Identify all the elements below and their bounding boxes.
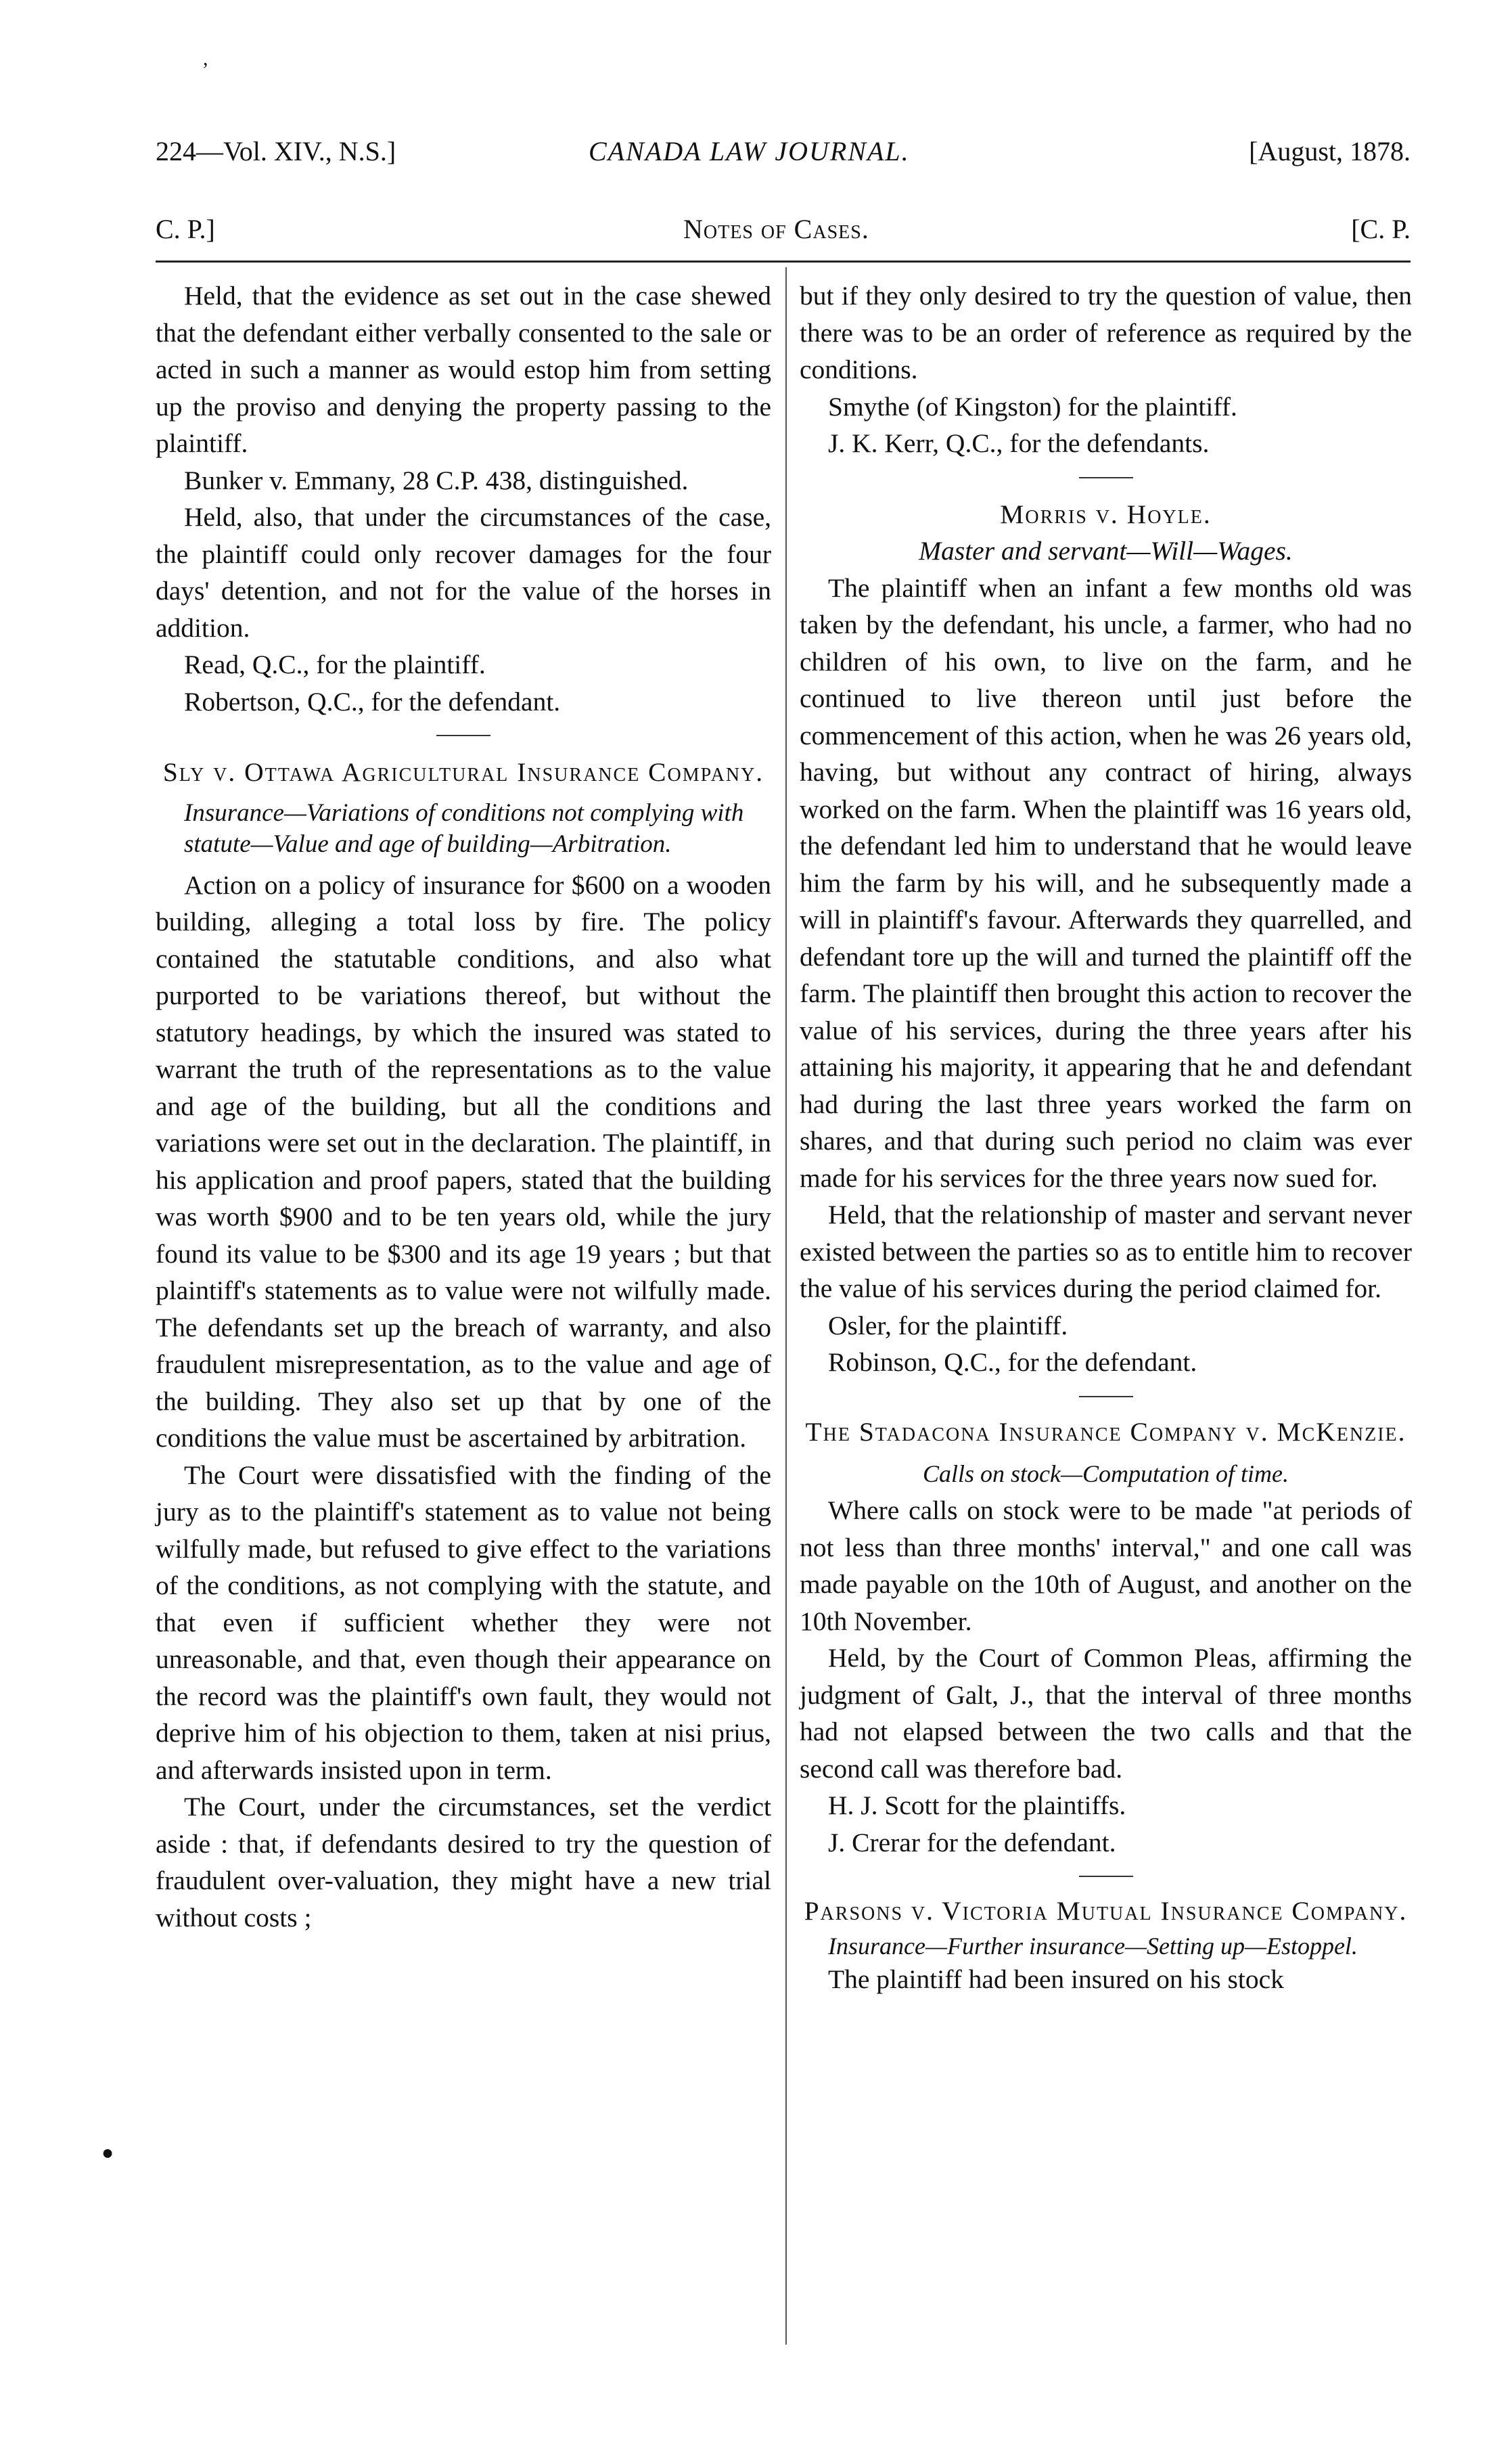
counsel-line: Robertson, Q.C., for the defendant.: [184, 686, 561, 717]
case-title: Parsons v. Victoria Mutual Insurance Company.: [804, 1896, 1408, 1926]
paragraph: Held, that the relationship of master and servant never existed between the parties so as to entitle him to recover the value of his services during the period claimed for.: [800, 1200, 1412, 1303]
right-column: [800, 277, 1412, 1998]
case-title: The Stadacona Insurance Company v. McKenzie.: [805, 1416, 1406, 1447]
running-head: [156, 135, 1411, 176]
counsel-line: Osler, for the plaintiff.: [828, 1310, 1068, 1340]
case-subject: Master and servant—Will—Wages.: [919, 536, 1293, 566]
court-label-right: [C. P.: [1351, 214, 1411, 244]
counsel-line: H. J. Scott for the plaintiffs.: [828, 1790, 1126, 1820]
paragraph: The Court were dissatisfied with the finding of the jury as to the plaintiff's statement as to value not being wilfully made, but refused to give effect to the variations of the conditions, as not complying with the statute, and that even if sufficient whether they were not unreasonable, and that, even though their appearance on the record was the plaintiff's own fault, they would not deprive him of his objection to them, taken at nisi prius, and afterwards insisted upon in term.: [156, 1460, 771, 1785]
paragraph: Held, that the evidence as set out in the case shewed that the defendant either verbally consented to the sale or acted in such a manner as would estop him from setting up the proviso and denying the property passing to the plaintiff.: [156, 281, 771, 458]
paragraph: Held, also, that under the circumstances of the case, the plaintiff could only recover damages for the four days' detention, and not for the value of the horses in addition.: [156, 502, 771, 643]
court-label-left: C. P.]: [156, 214, 215, 244]
paragraph: but if they only desired to try the question of value, then there was to be an order of reference as required by the conditions.: [800, 281, 1412, 384]
case-separator: [1079, 477, 1133, 478]
case-separator: [436, 735, 490, 736]
paragraph: Action on a policy of insurance for $600 on a wooden building, alleging a total loss by fire. The policy contained the statutable conditions, and also what purported to be variations thereof, but without the statutory headings, by which the insured was stated to warrant the truth of the representations as to the value and age of the building, but all the conditions and variations were set out in the declaration. The plaintiff, in his application and proof papers, stated that the building was worth $900 and to be ten years old, while the jury found its value to be $300 and its age 19 years ; but that plaintiff's statements as to value were not wilfully made. The defendants set up the breach of warranty, and also fraudulent misrepresentation, as to the value and age of the building. They also set up that by one of the conditions the value must be ascertained by arbitration.: [156, 869, 771, 1453]
counsel-line: Read, Q.C., for the plaintiff.: [184, 650, 486, 679]
paragraph: Where calls on stock were to be made "at periods of not less than three months' interval," and one call was made payable on the 10th of August, and another on the 10th November.: [800, 1495, 1412, 1636]
case-subject: Insurance—Variations of conditions not complying with statute—Value and age of building—Arbitration.: [184, 798, 744, 858]
journal-title: CANADA LAW JOURNAL.: [589, 136, 910, 166]
case-title: Sly v. Ottawa Agricultural Insurance Company.: [162, 757, 764, 787]
case-separator: [1079, 1396, 1133, 1397]
paragraph: Held, by the Court of Common Pleas, affirming the judgment of Galt, J., that the interval of three months had not elapsed between the two calls and that the second call was therefore bad.: [800, 1643, 1412, 1784]
left-column: [156, 277, 771, 1936]
counsel-line: Smythe (of Kingston) for the plaintiff.: [828, 391, 1237, 422]
case-separator: [1079, 1876, 1133, 1877]
ink-blot-mark: ●: [101, 2142, 114, 2164]
section-title: Notes of Cases.: [683, 214, 869, 244]
section-head: [156, 213, 1411, 254]
counsel-line: J. K. Kerr, Q.C., for the defendants.: [828, 428, 1210, 458]
paragraph: The plaintiff when an infant a few months old was taken by the defendant, his uncle, a farmer, who had no children of his own, to live on the farm, and he continued to live thereon until just before the commencement of this action, when he was 26 years old, having, but without any contract of hiring, always worked on the farm. When the plaintiff was 16 years old, the defendant led him to understand that he would leave him the farm by his will, and he subsequently made a will in plaintiff's favour. Afterwards they quarrelled, and defendant tore up the will and turned the plaintiff off the farm. The plaintiff then brought this action to recover the value of his services, during the three years after his attaining his majority, it appearing that he and defendant had during the last three years worked the farm on shares, and that during such period no claim was ever made for his services for the three years now sued for.: [800, 572, 1412, 1193]
header-rule: [156, 261, 1411, 263]
case-subject: Calls on stock—Computation of time.: [922, 1460, 1289, 1487]
column-divider: [785, 267, 787, 2345]
page-volume-label: 224—Vol. XIV., N.S.]: [156, 136, 396, 166]
paragraph: Bunker v. Emmany, 28 C.P. 438, distinguished.: [184, 465, 689, 495]
counsel-line: J. Crerar for the defendant.: [828, 1827, 1116, 1857]
case-subject: Insurance—Further insurance—Setting up—Estoppel.: [828, 1933, 1358, 1960]
ink-speck-mark: ,: [203, 47, 208, 70]
case-title: Morris v. Hoyle.: [1000, 499, 1212, 529]
paragraph: The Court, under the circumstances, set the verdict aside : that, if defendants desired to try the question of fraudulent over-valuation, they might have a new trial without costs ;: [156, 1792, 771, 1933]
issue-date: [August, 1878.: [1249, 136, 1411, 166]
paragraph: The plaintiff had been insured on his stock: [828, 1964, 1284, 1994]
counsel-line: Robinson, Q.C., for the defendant.: [828, 1347, 1197, 1377]
